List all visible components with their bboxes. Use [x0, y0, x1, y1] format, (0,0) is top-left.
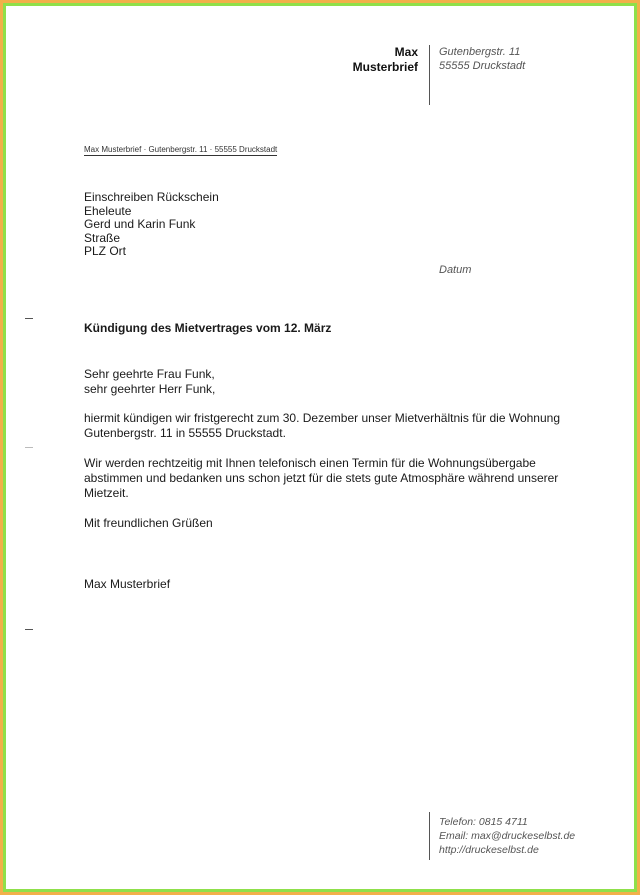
recipient-line: Gerd und Karin Funk: [84, 217, 196, 231]
body-line: Mietzeit.: [84, 486, 129, 500]
footer-web: http://druckeselbst.de: [439, 844, 539, 856]
header-divider: [429, 45, 430, 105]
footer-email: Email: max@druckeselbst.de: [439, 830, 576, 842]
footer-phone: Telefon: 0815 4711: [439, 816, 528, 828]
subject-line: Kündigung des Mietvertrages vom 12. März: [84, 321, 332, 335]
date-label: Datum: [439, 264, 472, 276]
footer-divider: [429, 812, 430, 860]
sender-name-line2: Musterbrief: [352, 60, 418, 74]
salutation-line: sehr geehrter Herr Funk,: [84, 382, 216, 396]
body-paragraph-1: [84, 411, 584, 441]
fold-mark-top: [25, 318, 33, 319]
recipient-line: Einschreiben Rückschein: [84, 190, 219, 204]
sender-name-line1: Max: [394, 45, 418, 59]
body-paragraph-2: [84, 456, 584, 501]
closing: Mit freundlichen Grüßen: [84, 516, 213, 530]
body-line: abstimmen und bedanken uns schon jetzt für die stets gute Atmosphäre während unserer: [84, 471, 559, 485]
recipient-block: [84, 191, 219, 259]
body-line: hiermit kündigen wir fristgerecht zum 30. Dezember unser Mietverhältnis für die Wohnung: [84, 411, 560, 425]
recipient-line: Eheleute: [84, 203, 132, 218]
footer-contact: [439, 815, 575, 857]
salutation: [84, 367, 584, 397]
sender-name: [300, 45, 418, 75]
salutation-line: Sehr geehrte Frau Funk,: [84, 367, 215, 381]
body-line: Wir werden rechtzeitig mit Ihnen telefonisch einen Termin für die Wohnungsübergabe: [84, 456, 536, 470]
body-line: Gutenbergstr. 11 in 55555 Druckstadt.: [84, 426, 286, 440]
return-address: Max Musterbrief · Gutenbergstr. 11 · 55555 Druckstadt: [84, 145, 278, 154]
recipient-line: PLZ Ort: [84, 244, 127, 258]
recipient-line: Straße: [84, 230, 121, 245]
fold-mark-bottom: [25, 629, 33, 630]
punch-mark: [25, 447, 33, 448]
sender-street: Gutenbergstr. 11: [439, 46, 521, 58]
sender-city: 55555 Druckstadt: [439, 60, 526, 72]
signature: Max Musterbrief: [84, 577, 171, 591]
sender-address: [439, 45, 525, 73]
